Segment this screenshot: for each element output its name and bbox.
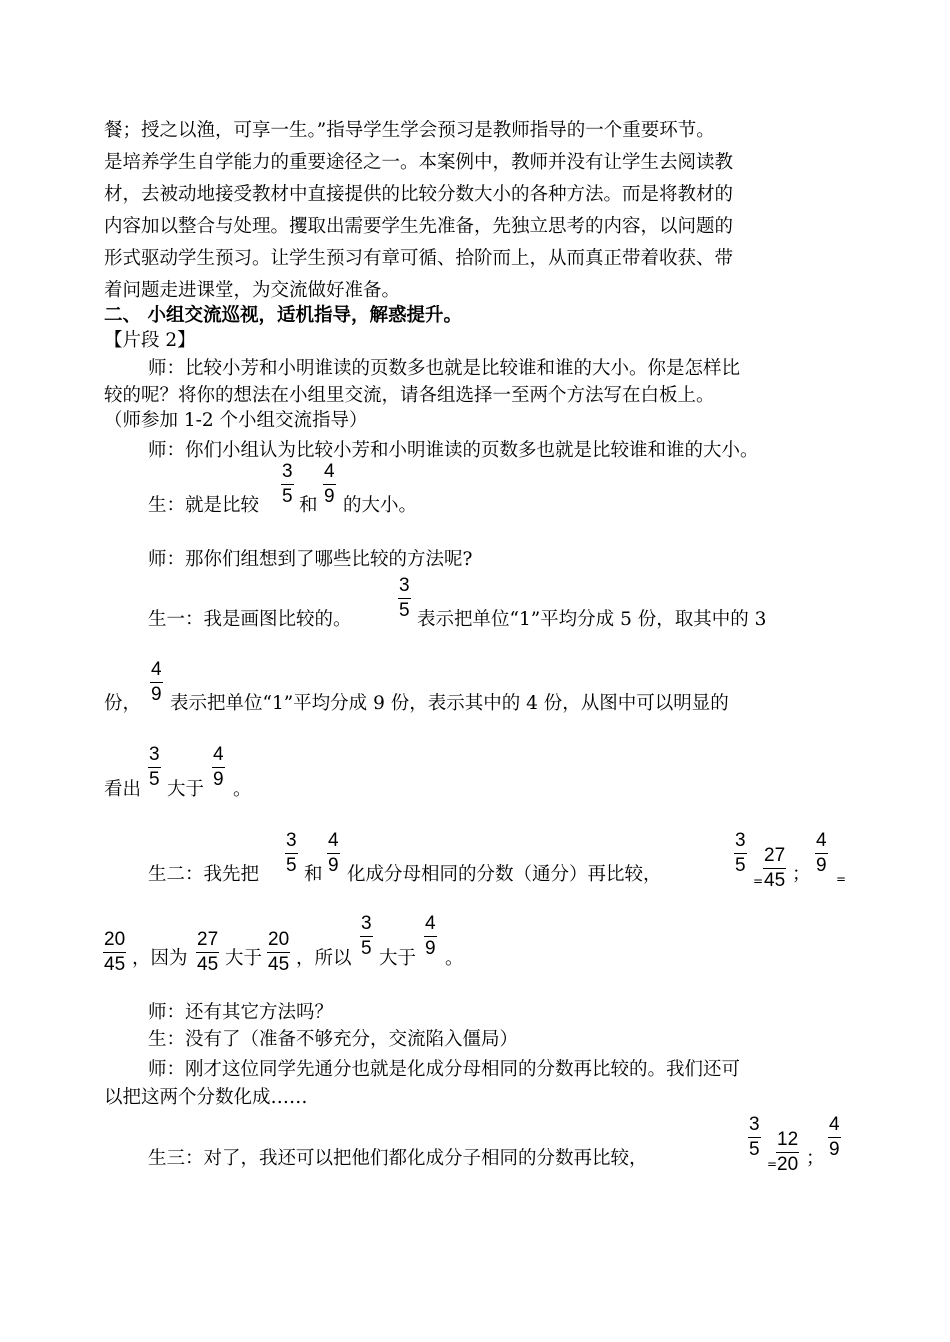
- numerator: 4: [324, 461, 335, 482]
- fraction-4-9: [323, 461, 336, 508]
- numerator: 3: [282, 461, 293, 482]
- dialogue-line: 师：比较小芳和小明谁读的页数多也就是比较谁和谁的大小。你是怎样比: [148, 358, 741, 379]
- dialogue-text: 生三：对了，我还可以把他们都化成分子相同的分数再比较，: [148, 1148, 648, 1169]
- paragraph-line: 是培养学生自学能力的重要途径之一。本案例中，教师并没有让学生去阅读教: [104, 152, 734, 173]
- dialogue-text: 表示把单位“1”平均分成 5 份，取其中的 3: [417, 609, 767, 630]
- dialogue-text: 看出: [104, 779, 142, 800]
- section-heading: 二、 小组交流巡视，适机指导，解惑提升。: [104, 305, 462, 326]
- fraction-4-9: [815, 830, 828, 877]
- equals-sign: =: [767, 1157, 778, 1171]
- fraction-bar: [148, 767, 161, 768]
- denominator: 5: [735, 855, 746, 876]
- fraction-bar: [424, 936, 437, 937]
- fraction-3-5: [285, 830, 298, 877]
- fraction-3-5: [360, 913, 373, 960]
- fraction-4-9: [150, 659, 163, 706]
- denominator: 5: [361, 938, 372, 959]
- denominator: 9: [816, 855, 827, 876]
- fraction-bar: [360, 936, 373, 937]
- fraction-3-5: [748, 1114, 761, 1161]
- paragraph-line: 材，去被动地接受教材中直接提供的比较分数大小的各种方法。而是将教材的: [104, 184, 734, 205]
- dialogue-text: 生二：我先把: [148, 864, 260, 885]
- dialogue-text: ；: [806, 1148, 825, 1169]
- dialogue-text: 和: [304, 864, 323, 885]
- fraction-4-9: [212, 744, 225, 791]
- numerator: 4: [213, 744, 224, 765]
- dialogue-text: 大于: [167, 779, 205, 800]
- dialogue-line: 师：那你们组想到了哪些比较的方法呢?: [148, 549, 473, 570]
- paragraph-line: 餐；授之以渔，可享一生。”指导学生学会预习是教师指导的一个重要环节。: [104, 120, 715, 141]
- dialogue-text: 大于: [379, 948, 417, 969]
- fraction-12-20: [776, 1129, 799, 1176]
- fraction-27-45: [196, 929, 219, 976]
- dialogue-line: 较的呢？将你的想法在小组里交流，请各组选择一至两个方法写在白板上。: [104, 385, 715, 406]
- denominator: 9: [213, 769, 224, 790]
- denominator: 45: [764, 870, 786, 891]
- numerator: 20: [268, 929, 290, 950]
- fraction-bar: [815, 853, 828, 854]
- fraction-20-45: [103, 929, 126, 976]
- numerator: 12: [777, 1129, 799, 1150]
- fraction-bar: [398, 598, 411, 599]
- denominator: 45: [197, 954, 219, 975]
- dialogue-line: 生：没有了（准备不够充分，交流陷入僵局）: [148, 1029, 519, 1050]
- dialogue-line: （师参加 1-2 个小组交流指导）: [104, 410, 368, 431]
- denominator: 45: [268, 954, 290, 975]
- equals-sign: =: [753, 874, 764, 888]
- dialogue-line: 师：你们小组认为比较小芳和小明谁读的页数多也就是比较谁和谁的大小。: [148, 440, 759, 461]
- fraction-27-45: [763, 845, 786, 892]
- fraction-4-9: [828, 1114, 841, 1161]
- dialogue-text: 。: [233, 779, 252, 800]
- denominator: 9: [829, 1139, 840, 1160]
- fraction-bar: [763, 868, 786, 869]
- fraction-bar: [748, 1137, 761, 1138]
- fraction-bar: [327, 853, 340, 854]
- denominator: 9: [328, 855, 339, 876]
- equals-sign: =: [836, 872, 847, 886]
- fraction-bar: [196, 952, 219, 953]
- dialogue-text: 份，: [104, 693, 142, 714]
- fraction-3-5: [734, 830, 747, 877]
- denominator: 5: [149, 769, 160, 790]
- dialogue-text: ，因为: [132, 948, 188, 969]
- numerator: 20: [104, 929, 126, 950]
- denominator: 20: [777, 1154, 799, 1175]
- fraction-bar: [267, 952, 290, 953]
- denominator: 9: [151, 684, 162, 705]
- dialogue-text: 。: [445, 948, 464, 969]
- numerator: 4: [151, 659, 162, 680]
- fraction-bar: [776, 1152, 799, 1153]
- dialogue-line: 师：刚才这位同学先通分也就是化成分母相同的分数再比较的。我们还可: [148, 1059, 741, 1080]
- numerator: 4: [328, 830, 339, 851]
- numerator: 3: [286, 830, 297, 851]
- denominator: 45: [104, 954, 126, 975]
- fraction-bar: [285, 853, 298, 854]
- numerator: 4: [816, 830, 827, 851]
- denominator: 5: [399, 600, 410, 621]
- fraction-3-5: [281, 461, 294, 508]
- fraction-bar: [103, 952, 126, 953]
- dialogue-text: 和: [299, 495, 318, 516]
- denominator: 5: [282, 486, 293, 507]
- fraction-bar: [323, 484, 336, 485]
- numerator: 3: [735, 830, 746, 851]
- fraction-bar: [212, 767, 225, 768]
- numerator: 27: [764, 845, 786, 866]
- dialogue-text: 化成分母相同的分数（通分）再比较，: [347, 864, 662, 885]
- dialogue-text: 生：就是比较: [148, 495, 260, 516]
- denominator: 5: [286, 855, 297, 876]
- dialogue-line: 以把这两个分数化成……: [104, 1087, 308, 1108]
- fraction-bar: [281, 484, 294, 485]
- segment-label: 【片段 2】: [104, 330, 196, 351]
- dialogue-text: 大于: [225, 948, 263, 969]
- paragraph-line: 形式驱动学生预习。让学生预习有章可循、拾阶而上，从而真正带着收获、带: [104, 248, 734, 269]
- numerator: 4: [425, 913, 436, 934]
- fraction-bar: [150, 682, 163, 683]
- dialogue-text: 的大小。: [343, 495, 418, 516]
- fraction-bar: [734, 853, 747, 854]
- dialogue-text: ，所以: [296, 948, 352, 969]
- numerator: 3: [149, 744, 160, 765]
- numerator: 3: [361, 913, 372, 934]
- dialogue-text: 表示把单位“1”平均分成 9 份，表示其中的 4 份，从图中可以明显的: [170, 693, 729, 714]
- denominator: 9: [324, 486, 335, 507]
- denominator: 9: [425, 938, 436, 959]
- denominator: 5: [749, 1139, 760, 1160]
- fraction-4-9: [327, 830, 340, 877]
- numerator: 4: [829, 1114, 840, 1135]
- paragraph-line: 内容加以整合与处理。攫取出需要学生先准备，先独立思考的内容，以问题的: [104, 216, 734, 237]
- dialogue-text: 生一：我是画图比较的。: [148, 609, 352, 630]
- numerator: 3: [399, 575, 410, 596]
- numerator: 27: [197, 929, 219, 950]
- numerator: 3: [749, 1114, 760, 1135]
- fraction-4-9: [424, 913, 437, 960]
- paragraph-line: 着问题走进课堂，为交流做好准备。: [104, 280, 401, 301]
- fraction-3-5: [398, 575, 411, 622]
- dialogue-line: 师：还有其它方法吗？: [148, 1002, 334, 1023]
- dialogue-text: ；: [792, 864, 811, 885]
- fraction-3-5: [148, 744, 161, 791]
- fraction-bar: [828, 1137, 841, 1138]
- fraction-20-45: [267, 929, 290, 976]
